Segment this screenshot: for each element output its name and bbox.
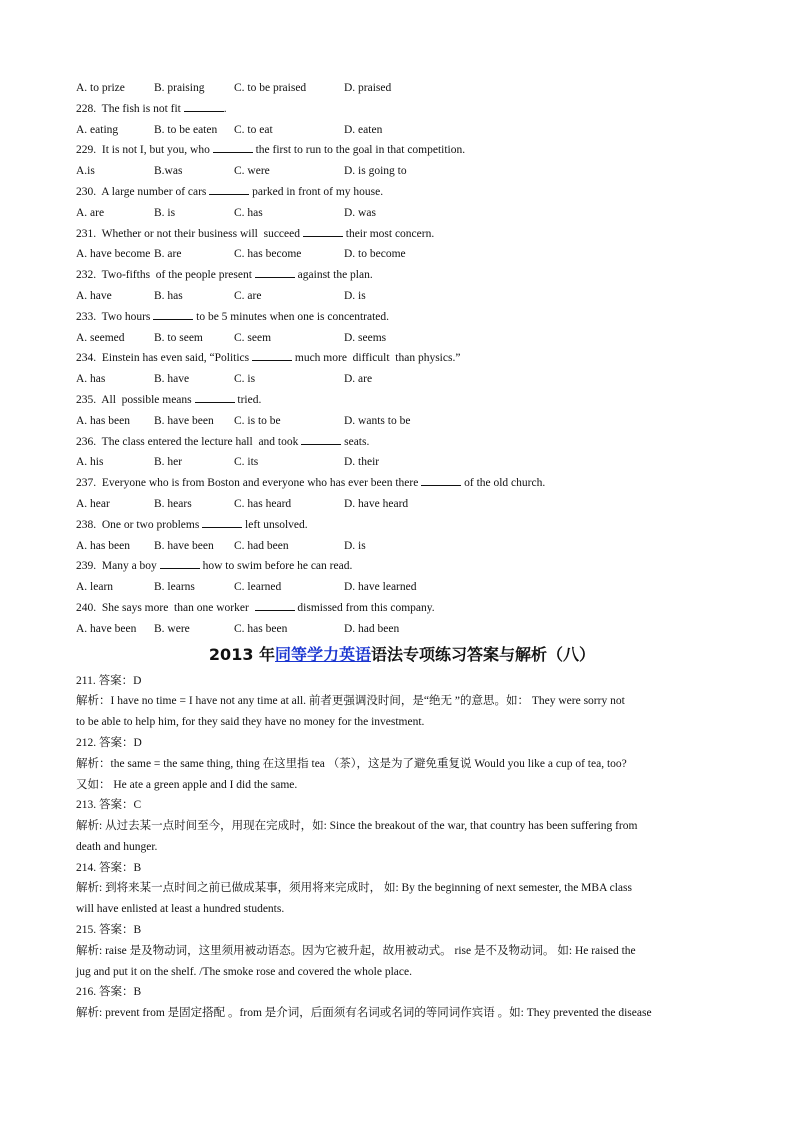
option-choice[interactable]: B. are <box>154 248 182 261</box>
question-stem <box>76 265 728 286</box>
option-row <box>76 452 728 473</box>
document-page <box>76 78 728 1024</box>
stem-text: 240. She says more than one worker <box>76 601 255 614</box>
question-stem <box>76 515 728 536</box>
option-row <box>76 577 728 598</box>
question-list <box>76 78 728 640</box>
option-choice[interactable]: A. seemed <box>76 331 125 344</box>
option-row <box>76 369 728 390</box>
stem-text: . <box>223 102 227 115</box>
option-choice[interactable]: C. are <box>234 289 262 302</box>
answer-blank <box>255 265 295 278</box>
explanation-text: will have enlisted at least a hundred students. <box>76 903 285 916</box>
stem-text: against the plan. <box>294 269 373 282</box>
option-choice[interactable]: B.was <box>154 165 183 178</box>
answer-blank <box>252 348 292 361</box>
stem-text: 237. Everyone who is from Boston and everyone who has ever been there <box>76 477 422 490</box>
option-choice[interactable]: D. is <box>344 289 366 302</box>
option-row <box>76 619 728 640</box>
heading-title: 语法专项练习答案与解析（八） <box>371 644 596 664</box>
option-choice[interactable]: D. was <box>344 206 376 219</box>
option-choice[interactable]: D. have learned <box>344 581 417 594</box>
stem-text: 235. All possible means <box>76 393 195 406</box>
stem-text: of the old church. <box>461 477 546 490</box>
answer-blank <box>303 224 343 237</box>
option-choice[interactable]: A. has been <box>76 539 130 552</box>
explanation-text: 又如： He ate a green apple and I did the same. <box>76 778 298 791</box>
answer-blank <box>209 182 249 195</box>
stem-text: 232. Two-fifths of the people present <box>76 269 255 282</box>
option-choice[interactable]: C. learned <box>234 581 282 594</box>
option-choice[interactable]: C. to eat <box>234 123 273 136</box>
option-choice[interactable]: A. have become <box>76 248 151 261</box>
explanation-text: to be able to help him, for they said they have no money for the investment. <box>76 716 425 729</box>
answer-key: 214. 答案：B <box>76 861 142 874</box>
stem-text: their most concern. <box>342 227 435 240</box>
explanation-text: 解析: prevent from 是固定搭配 。from 是介词，后面须有名词或名词的等同词作宾语 。如: They prevented the disease <box>76 1007 652 1020</box>
answer-blank <box>301 432 341 445</box>
explanation-text: 解析：the same = the same thing, thing 在这里指 tea （茶），这是为了避免重复说 Would you like a cup of tea, too? <box>76 757 627 770</box>
option-choice[interactable]: C. has been <box>234 622 288 635</box>
option-choice[interactable]: B. her <box>154 456 183 469</box>
question-stem <box>76 348 728 369</box>
option-choice[interactable]: A. learn <box>76 581 114 594</box>
answer-explanations <box>76 671 728 1025</box>
heading-year: 2013 年 <box>208 644 276 664</box>
answer-blank <box>213 140 253 153</box>
answer-key: 212. 答案：D <box>76 736 142 749</box>
option-choice[interactable]: D. their <box>344 456 380 469</box>
option-choice[interactable]: A. hear <box>76 497 110 510</box>
option-row <box>76 203 728 224</box>
option-row <box>76 244 728 265</box>
stem-text: left unsolved. <box>242 518 308 531</box>
option-choice[interactable]: B. were <box>154 622 190 635</box>
answer-key: 216. 答案：B <box>76 986 142 999</box>
stem-text: 239. Many a boy <box>76 560 160 573</box>
option-choice[interactable]: B. have <box>154 373 190 386</box>
option-choice[interactable]: C. to be praised <box>234 82 307 94</box>
stem-text: 238. One or two problems <box>76 518 203 531</box>
option-choice[interactable]: C. is <box>234 373 256 386</box>
answer-key: 211. 答案：D <box>76 674 142 687</box>
question-stem <box>76 598 728 619</box>
option-choice[interactable]: C. were <box>234 165 270 178</box>
option-choice[interactable]: B. learns <box>154 581 195 594</box>
question-stem <box>76 140 728 161</box>
explanation-text: jug and put it on the shelf. /The smoke rose and covered the whole place. <box>76 965 412 978</box>
answer-key: 215. 答案：B <box>76 924 142 937</box>
option-choice[interactable]: D. wants to be <box>344 414 411 427</box>
option-choice[interactable]: B. is <box>154 206 176 219</box>
option-choice[interactable]: A. eating <box>76 123 119 136</box>
question-stem <box>76 224 728 245</box>
option-row <box>76 286 728 307</box>
answer-blank <box>153 307 193 320</box>
stem-text: to be 5 minutes when one is concentrated. <box>193 310 390 323</box>
option-row <box>76 161 728 182</box>
option-choice[interactable]: C. is to be <box>234 414 281 427</box>
explanation-text: 解析: 到将来某一点时间之前已做成某事，须用将来完成时， 如: By the beginning of next semester, the MBA class <box>76 882 632 895</box>
stem-text: dismissed from this company. <box>294 601 435 614</box>
explanation-text: 解析: 从过去某一点时间至今，用现在完成时，如: Since the breakout of the war, that country has been suffering from <box>76 820 638 833</box>
stem-text: tried. <box>234 393 262 406</box>
question-stem <box>76 556 728 577</box>
option-choice[interactable]: B. have been <box>154 414 214 427</box>
answer-blank <box>202 515 242 528</box>
option-choice[interactable]: B. have been <box>154 539 214 552</box>
option-choice[interactable]: A. have been <box>76 622 137 635</box>
option-choice[interactable]: A. his <box>76 456 104 469</box>
option-choice[interactable]: B. to seem <box>154 331 203 344</box>
heading-link[interactable]: 同等学力英语 <box>275 644 372 664</box>
stem-text: much more difficult than physics.” <box>292 352 461 365</box>
option-choice[interactable]: C. seem <box>234 331 272 344</box>
option-choice[interactable]: A. to prize <box>76 82 125 94</box>
explanation-text: 解析：I have no time = I have not any time at all. 前者更强调没时间，是“绝无 ”的意思。如： They were sorry not <box>76 695 625 708</box>
option-row <box>76 536 728 557</box>
option-choice[interactable]: C. has <box>234 206 263 219</box>
answer-blank <box>184 99 224 112</box>
option-choice[interactable]: D. praised <box>344 82 392 94</box>
option-row <box>76 78 728 99</box>
stem-text: parked in front of my house. <box>249 185 384 198</box>
stem-text: seats. <box>341 435 370 448</box>
option-choice[interactable]: C. its <box>234 456 259 469</box>
stem-text: 236. The class entered the lecture hall and took <box>76 435 302 448</box>
answer-blank <box>421 473 461 486</box>
option-choice[interactable]: D. had been <box>344 622 400 635</box>
option-choice[interactable]: D. are <box>344 373 373 386</box>
option-choice[interactable]: A. are <box>76 206 105 219</box>
question-stem <box>76 182 728 203</box>
answer-blank <box>160 556 200 569</box>
option-row <box>76 411 728 432</box>
option-choice[interactable]: B. hears <box>154 497 192 510</box>
question-stem <box>76 390 728 411</box>
option-choice[interactable]: C. has heard <box>234 497 292 510</box>
question-stem <box>76 432 728 453</box>
explanation-text: death and hunger. <box>76 840 158 853</box>
stem-text: 228. The fish is not fit <box>76 102 184 115</box>
option-choice[interactable]: B. has <box>154 289 183 302</box>
option-choice[interactable]: A. have <box>76 289 112 302</box>
answer-blank <box>195 390 235 403</box>
stem-text: 231. Whether or not their business will succeed <box>76 227 303 240</box>
stem-text: 230. A large number of cars <box>76 185 210 198</box>
option-choice[interactable]: C. has become <box>234 248 302 261</box>
option-choice[interactable]: D. to become <box>344 248 406 261</box>
stem-text: 229. It is not I, but you, who <box>76 144 213 157</box>
stem-text: the first to run to the goal in that competition. <box>252 144 466 157</box>
option-choice[interactable]: D. eaten <box>344 123 383 136</box>
question-stem <box>76 307 728 328</box>
option-choice[interactable]: B. praising <box>154 82 205 94</box>
option-choice[interactable]: D. is <box>344 539 366 552</box>
question-stem <box>76 99 728 120</box>
option-row <box>76 328 728 349</box>
option-choice[interactable]: B. to be eaten <box>154 123 218 136</box>
option-row <box>76 120 728 141</box>
section-heading <box>76 644 728 666</box>
option-choice[interactable]: D. is going to <box>344 165 407 178</box>
explanation-text: 解析: raise 是及物动词，这里须用被动语态。因为它被升起，故用被动式。 rise 是不及物动词。 如: He raised the <box>76 944 636 957</box>
option-choice[interactable]: A. has <box>76 373 106 386</box>
option-choice[interactable]: A.is <box>76 165 95 178</box>
stem-text: 233. Two hours <box>76 310 154 323</box>
stem-text: 234. Einstein has even said, “Politics <box>76 352 252 365</box>
option-choice[interactable]: C. had been <box>234 539 289 552</box>
answer-key: 213. 答案：C <box>76 799 142 812</box>
stem-text: how to swim before he can read. <box>199 560 353 573</box>
option-choice[interactable]: A. has been <box>76 414 130 427</box>
option-choice[interactable]: D. seems <box>344 331 387 344</box>
question-stem <box>76 473 728 494</box>
answer-blank <box>255 598 295 611</box>
option-row <box>76 494 728 515</box>
option-choice[interactable]: D. have heard <box>344 497 409 510</box>
